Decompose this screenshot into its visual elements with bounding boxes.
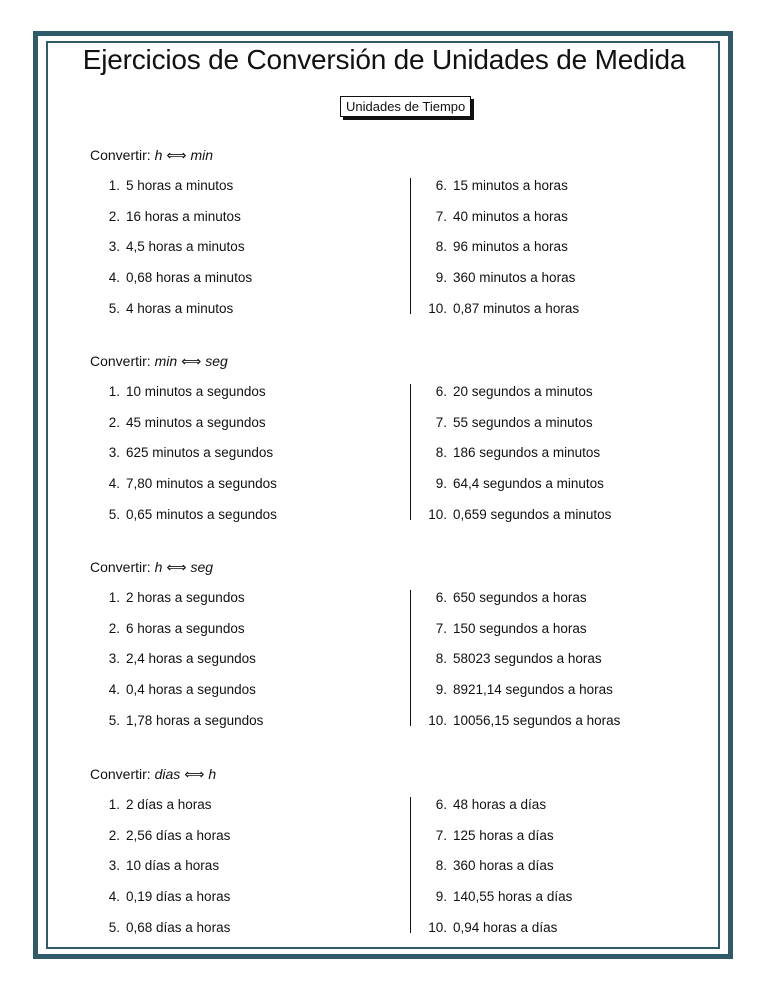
exercise-text: 58023 segundos a horas [453,651,602,667]
double-arrow-icon: ⟺ [166,559,187,575]
exercise-number: 5. [108,712,120,728]
exercise-number: 1. [108,384,120,399]
page-title: Ejercicios de Conversión de Unidades de Medida [82,44,686,75]
exercise-item [417,590,620,621]
exercise-number: 6. [435,590,447,605]
exercise-item [417,445,611,476]
exercise-text: 2,4 horas a segundos [126,651,256,667]
section-heading [90,351,690,371]
exercise-text: 186 segundos a minutos [453,445,601,461]
exercise-column-left [90,178,252,331]
exercise-text: 16 horas a minutos [126,208,241,224]
exercise-number: 2. [108,208,120,224]
column-divider [410,178,411,314]
exercise-number: 2. [108,827,120,843]
section-1 [90,145,690,316]
exercise-item [417,415,611,446]
exercise-number: 8. [435,239,447,255]
exercise-text: 6 horas a segundos [126,620,245,636]
exercise-number: 9. [435,682,447,698]
exercise-number: 3. [108,651,120,667]
exercise-item [90,590,263,621]
exercise-item [90,209,252,240]
exercise-item [417,858,572,889]
section-prefix: Convertir: [90,353,151,369]
exercise-number: 10. [428,506,447,522]
exercise-number: 8. [435,858,447,874]
exercise-text: 10 minutos a segundos [126,384,266,399]
exercise-text: 0,4 horas a segundos [126,682,256,698]
exercise-number: 1. [108,797,120,812]
exercise-item [417,270,579,301]
exercise-item [417,384,611,415]
exercise-number: 10. [428,919,447,935]
unit-from: min [154,353,178,369]
exercise-number: 9. [435,270,447,286]
exercise-number: 4. [108,682,120,698]
section-heading [90,145,690,165]
exercise-text: 10056,15 segundos a horas [453,712,621,728]
exercise-text: 64,4 segundos a minutos [453,476,604,492]
section-prefix: Convertir: [90,766,151,782]
exercise-number: 8. [435,651,447,667]
exercise-item [90,889,230,920]
exercise-item [417,828,572,859]
exercise-column-right [417,797,572,950]
exercise-text: 7,80 minutos a segundos [126,476,277,492]
exercise-text: 0,94 horas a días [453,919,558,935]
exercise-item [90,651,263,682]
exercise-item [90,301,252,332]
double-arrow-icon: ⟺ [181,353,202,369]
exercise-item [90,920,230,951]
exercise-number: 6. [435,384,447,399]
exercise-number: 3. [108,239,120,255]
exercise-item [90,178,252,209]
exercise-item [90,415,277,446]
exercise-item [417,682,620,713]
exercise-item [417,178,579,209]
exercise-number: 9. [435,889,447,905]
column-divider [410,797,411,933]
section-3 [90,557,690,728]
exercise-item [90,270,252,301]
exercise-text: 2 horas a segundos [126,590,245,605]
exercise-number: 2. [108,620,120,636]
exercise-item [417,920,572,951]
exercise-number: 3. [108,858,120,874]
exercise-number: 3. [108,445,120,461]
section-4 [90,764,690,935]
exercise-item [90,384,277,415]
subtitle: Unidades de Tiempo [340,96,471,117]
exercise-text: 5 horas a minutos [126,178,234,193]
exercise-text: 20 segundos a minutos [453,384,593,399]
exercise-item [417,507,611,538]
unit-from: dias [154,766,181,782]
exercise-item [417,797,572,828]
section-heading [90,557,690,577]
exercise-number: 7. [435,827,447,843]
exercise-column-left [90,797,230,950]
exercise-text: 10 días a horas [126,858,220,874]
exercise-number: 6. [435,178,447,193]
section-2 [90,351,690,522]
exercise-column-right [417,590,620,743]
column-divider [410,590,411,726]
exercise-text: 55 segundos a minutos [453,414,593,430]
exercise-column-left [90,384,277,537]
exercise-text: 140,55 horas a días [453,889,573,905]
exercise-number: 4. [108,889,120,905]
exercise-item [90,713,263,744]
exercise-number: 9. [435,476,447,492]
exercise-text: 4,5 horas a minutos [126,239,245,255]
exercise-text: 2,56 días a horas [126,827,231,843]
exercise-number: 8. [435,445,447,461]
exercise-item [417,209,579,240]
exercise-number: 4. [108,476,120,492]
exercise-number: 7. [435,208,447,224]
exercise-text: 15 minutos a horas [453,178,568,193]
unit-to: seg [205,353,228,369]
exercise-text: 125 horas a días [453,827,554,843]
exercise-text: 0,68 días a horas [126,919,231,935]
exercise-column-left [90,590,263,743]
exercise-number: 1. [108,178,120,193]
exercise-number: 7. [435,414,447,430]
unit-to: seg [190,559,214,575]
exercise-number: 5. [108,300,120,316]
exercise-text: 96 minutos a horas [453,239,568,255]
exercise-text: 360 minutos a horas [453,270,576,286]
exercise-text: 45 minutos a segundos [126,414,266,430]
exercise-item [417,301,579,332]
exercise-item [417,621,620,652]
exercise-column-right [417,384,611,537]
exercise-item [90,797,230,828]
exercise-text: 625 minutos a segundos [126,445,274,461]
exercise-item [90,445,277,476]
subtitle-box [340,96,471,117]
exercise-number: 1. [108,590,120,605]
section-prefix: Convertir: [90,147,151,163]
exercise-text: 4 horas a minutos [126,300,234,316]
exercise-number: 10. [428,300,447,316]
exercise-text: 150 segundos a horas [453,620,587,636]
exercise-column-right [417,178,579,331]
exercise-text: 0,659 segundos a minutos [453,506,612,522]
exercise-number: 4. [108,270,120,286]
exercise-item [90,621,263,652]
unit-to: min [190,147,214,163]
exercise-number: 10. [428,712,447,728]
exercise-item [417,713,620,744]
unit-from: h [154,559,163,575]
exercise-number: 5. [108,919,120,935]
exercise-text: 0,68 horas a minutos [126,270,253,286]
exercise-text: 0,87 minutos a horas [453,300,580,316]
exercise-item [417,239,579,270]
exercise-item [90,239,252,270]
unit-to: h [208,766,217,782]
exercise-number: 2. [108,414,120,430]
exercise-text: 2 días a horas [126,797,212,812]
exercise-text: 40 minutos a horas [453,208,568,224]
exercise-item [90,682,263,713]
exercise-text: 650 segundos a horas [453,590,587,605]
exercise-number: 6. [435,797,447,812]
exercise-text: 360 horas a días [453,858,554,874]
section-prefix: Convertir: [90,559,151,575]
exercise-item [90,828,230,859]
double-arrow-icon: ⟺ [166,147,187,163]
exercise-text: 48 horas a días [453,797,547,812]
exercise-text: 1,78 horas a segundos [126,712,264,728]
exercise-text: 0,65 minutos a segundos [126,506,277,522]
unit-from: h [154,147,163,163]
exercise-item [90,476,277,507]
double-arrow-icon: ⟺ [184,766,205,782]
exercise-item [90,858,230,889]
exercise-item [90,507,277,538]
exercise-item [417,476,611,507]
exercise-number: 5. [108,506,120,522]
column-divider [410,384,411,520]
section-heading [90,764,690,784]
exercise-text: 8921,14 segundos a horas [453,682,613,698]
exercise-item [417,889,572,920]
exercise-number: 7. [435,620,447,636]
exercise-item [417,651,620,682]
exercise-text: 0,19 días a horas [126,889,231,905]
